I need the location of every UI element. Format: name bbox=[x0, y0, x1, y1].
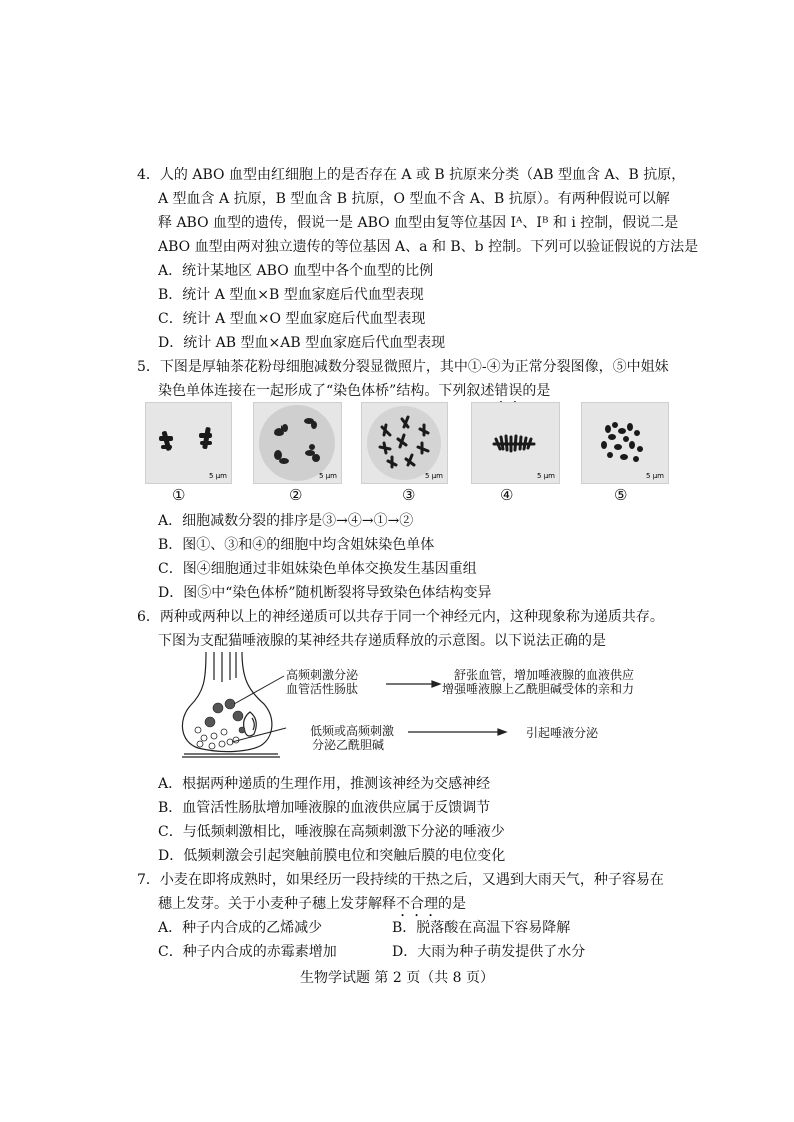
q4-option-a[interactable]: A．统计某地区 ABO 血型中各个血型的比例 bbox=[158, 263, 434, 279]
chromosome-drawing-5 bbox=[582, 403, 668, 483]
chromosome-drawing-4 bbox=[472, 403, 559, 483]
q6-option-d[interactable]: D．低频刺激会引起突触前膜电位和突触后膜的电位变化 bbox=[158, 848, 506, 864]
scale-bar-label-3: 5 μm bbox=[425, 472, 443, 480]
q6-stem-line-1: 6．两种或两种以上的神经递质可以共存于同一个神经元内，这种现象称为递质共存。 bbox=[137, 609, 664, 625]
q5-stem-line-2-post: 的是 bbox=[522, 383, 551, 399]
low-freq-label-line-2: 分泌乙酰胆碱 bbox=[312, 738, 385, 752]
q7-option-b[interactable]: B．脱落酸在高温下容易降解 bbox=[392, 920, 571, 936]
low-freq-label-line-1: 低频或高频刺激 bbox=[310, 724, 395, 738]
page-footer: 生物学试题 第 2 页（共 8 页） bbox=[299, 970, 495, 986]
q5-option-c[interactable]: C．图④细胞通过非姐妹染色单体交换发生基因重组 bbox=[158, 561, 477, 577]
q5-option-a[interactable]: A．细胞减数分裂的排序是③→④→①→② bbox=[158, 513, 414, 529]
scale-bar-label-4: 5 μm bbox=[537, 472, 555, 480]
q4-option-b[interactable]: B．统计 A 型血×B 型血家庭后代血型表现 bbox=[158, 287, 424, 303]
q7-option-c[interactable]: C．种子内合成的赤霉素增加 bbox=[158, 944, 337, 960]
q6-stem-line-2: 下图为支配猫唾液腺的某神经共存递质释放的示意图。以下说法正确的是 bbox=[158, 633, 606, 649]
chromosome-drawing-1 bbox=[146, 403, 231, 483]
high-freq-effect-line-2: 增强唾液腺上乙酰胆碱受体的亲和力 bbox=[442, 682, 635, 696]
q6-option-a[interactable]: A．根据两种递质的生理作用，推测该神经为交感神经 bbox=[158, 776, 491, 792]
q7-stem-line-1: 7．小麦在即将成熟时，如果经历一段持续的干热之后，又遇到大雨天气，种子容易在 bbox=[137, 872, 664, 888]
q4-option-c[interactable]: C．统计 A 型血×O 型血家庭后代血型表现 bbox=[158, 311, 426, 327]
scale-bar-label-2: 5 μm bbox=[319, 472, 337, 480]
figure-label-1: ① bbox=[172, 486, 186, 504]
figure-label-5: ⑤ bbox=[614, 486, 628, 504]
figure-label-3: ③ bbox=[402, 486, 416, 504]
micrograph-4 bbox=[471, 402, 560, 484]
low-freq-effect: 引起唾液分泌 bbox=[526, 726, 599, 740]
chromosome-drawing-2 bbox=[254, 403, 341, 483]
q4-stem-line-1: 4．人的 ABO 血型由红细胞上的是否存在 A 或 B 抗原来分类（AB 型血含 A、B 抗原， bbox=[137, 167, 686, 183]
q5-stem-line-2-pre: 染色单体连接在一起形成了“染色体桥”结构。下列叙述 bbox=[158, 383, 495, 399]
chromosome-drawing-3 bbox=[362, 403, 447, 483]
figure-label-4: ④ bbox=[500, 486, 514, 504]
q6-option-b[interactable]: B．血管活性肠肽增加唾液腺的血液供应属于反馈调节 bbox=[158, 800, 491, 816]
micrograph-1 bbox=[145, 402, 232, 484]
q5-option-d[interactable]: D．图⑤中“染色体桥”随机断裂将导致染色体结构变异 bbox=[158, 585, 492, 601]
q5-stem-line-1: 5．下图是厚轴茶花粉母细胞减数分裂显微照片，其中①-④为正常分裂图像，⑤中姐妹 bbox=[137, 359, 669, 375]
q4-stem-line-3: 释 ABO 血型的遗传，假说一是 ABO 血型由复等位基因 Iᴬ、Iᴮ 和 i 控制，假说二是 bbox=[158, 215, 679, 231]
q4-stem-line-2: A 型血含 A 抗原，B 型血含 B 抗原，O 型血不含 A、B 抗原）。有两种假说可以解 bbox=[158, 191, 670, 207]
high-freq-label-line-1: 高频刺激分泌 bbox=[286, 668, 359, 682]
micrograph-2 bbox=[253, 402, 342, 484]
micrograph-5 bbox=[581, 402, 669, 484]
q7-stem-line-2-post: 的是 bbox=[438, 896, 466, 912]
scale-bar-label-1: 5 μm bbox=[209, 472, 227, 480]
synapse-drawing bbox=[178, 650, 648, 758]
q7-stem-line-2-pre: 穗上发芽。关于小麦种子穗上发芽解释 bbox=[158, 896, 396, 912]
q4-option-d[interactable]: D．统计 AB 型血×AB 型血家庭后代血型表现 bbox=[158, 335, 446, 351]
high-freq-label-line-2: 血管活性肠肽 bbox=[286, 682, 359, 696]
micrograph-3 bbox=[361, 402, 448, 484]
q7-option-d[interactable]: D．大雨为种子萌发提供了水分 bbox=[392, 944, 586, 960]
q4-stem-line-4: ABO 血型由两对独立遗传的等位基因 A、a 和 B、b 控制。下列可以验证假说的方法是 bbox=[158, 239, 699, 255]
scale-bar-label-5: 5 μm bbox=[646, 472, 664, 480]
q6-option-c[interactable]: C．与低频刺激相比，唾液腺在高频刺激下分泌的唾液少 bbox=[158, 824, 505, 840]
high-freq-effect-line-1: 舒张血管，增加唾液腺的血液供应 bbox=[454, 668, 635, 682]
q7-stem-line-2 bbox=[158, 894, 466, 920]
q7-option-a[interactable]: A．种子内合成的乙烯减少 bbox=[158, 920, 323, 936]
q5-emphasis-word: 错误 bbox=[494, 383, 523, 399]
q7-emphasis-word: 不合理 bbox=[396, 896, 438, 912]
synapse-diagram bbox=[178, 650, 648, 758]
q5-option-b[interactable]: B．图①、③和④的细胞中均含姐妹染色单体 bbox=[158, 537, 435, 553]
figure-label-2: ② bbox=[289, 486, 303, 504]
